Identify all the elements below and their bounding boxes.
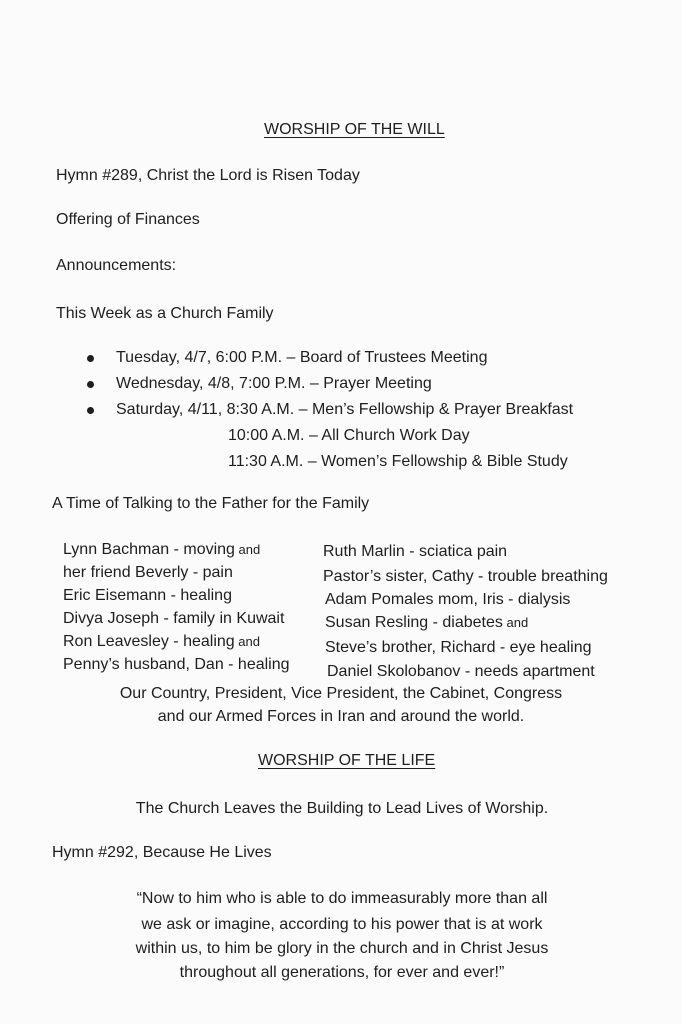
scripture-quote-line: “Now to him who is able to do immeasurably more than all: [136, 890, 548, 907]
worship-of-the-life-heading: WORSHIP OF THE LIFE: [258, 752, 436, 769]
list-item: Wednesday, 4/8, 7:00 P.M. – Prayer Meeting: [84, 371, 573, 397]
saturday-work-day: 10:00 A.M. – All Church Work Day: [228, 427, 470, 444]
scripture-quote-line: within us, to him be glory in the church and in Christ Jesus: [135, 940, 549, 957]
prayer-item-right: Susan Resling - diabetes and: [325, 614, 529, 631]
prayer-item-right: Adam Pomales mom, Iris - dialysis: [325, 591, 571, 608]
prayer-heading: A Time of Talking to the Father for the Family: [52, 495, 370, 512]
church-family-heading: This Week as a Church Family: [56, 305, 274, 322]
prayer-item-left: Ron Leavesley - healing and: [63, 633, 260, 650]
list-item: Saturday, 4/11, 8:30 A.M. – Men’s Fellowship & Prayer Breakfast: [84, 397, 573, 423]
prayer-item-left: her friend Beverly - pain: [63, 564, 233, 581]
offering-text: Offering of Finances: [56, 211, 200, 228]
country-prayer-line-2: and our Armed Forces in Iran and around the world.: [157, 708, 525, 725]
scripture-quote-line: throughout all generations, for ever and ever!”: [179, 964, 505, 981]
country-prayer-line-1: Our Country, President, Vice President, the Cabinet, Congress: [119, 685, 563, 702]
prayer-item-right: Steve’s brother, Richard - eye healing: [325, 639, 592, 656]
list-item: Tuesday, 4/7, 6:00 P.M. – Board of Trustees Meeting: [84, 345, 573, 371]
scripture-quote-line: we ask or imagine, according to his power that is at work: [141, 916, 543, 933]
church-leaves-text: The Church Leaves the Building to Lead Lives of Worship.: [135, 800, 549, 817]
prayer-item-left: Divya Joseph - family in Kuwait: [63, 610, 285, 627]
prayer-item-right: Daniel Skolobanov - needs apartment: [327, 663, 595, 680]
prayer-item-right: Ruth Marlin - sciatica pain: [323, 543, 508, 560]
closing-hymn: Hymn #292, Because He Lives: [52, 844, 272, 861]
opening-hymn: Hymn #289, Christ the Lord is Risen Today: [56, 167, 360, 184]
prayer-item-right: Pastor’s sister, Cathy - trouble breathing: [323, 568, 608, 585]
announcements-label: Announcements:: [56, 257, 177, 274]
prayer-item-left: Penny’s husband, Dan - healing: [63, 656, 290, 673]
events-list: [84, 345, 573, 423]
prayer-item-left: Lynn Bachman - moving and: [63, 541, 261, 558]
prayer-item-left: Eric Eisemann - healing: [63, 587, 232, 604]
worship-of-the-will-heading: WORSHIP OF THE WILL: [264, 121, 445, 138]
saturday-womens-fellowship: 11:30 A.M. – Women’s Fellowship & Bible Study: [228, 453, 568, 470]
